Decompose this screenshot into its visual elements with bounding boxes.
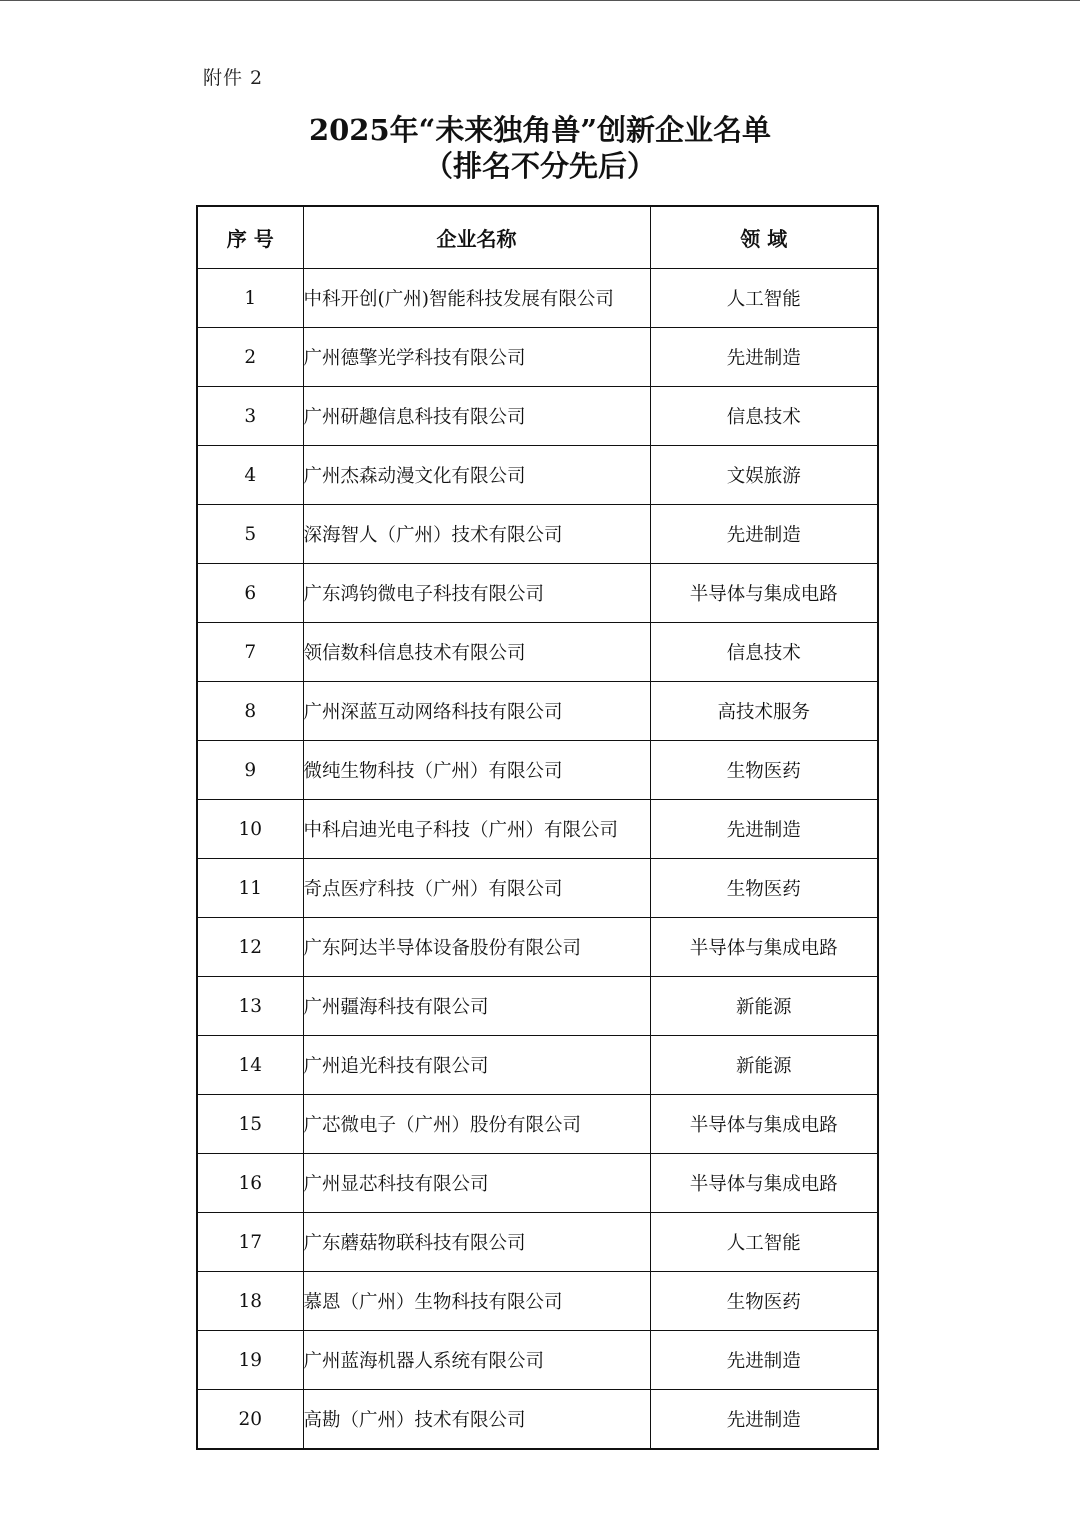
enterprise-name-cell: 广芯微电子（广州）股份有限公司: [303, 1095, 650, 1154]
table-row: [197, 1095, 878, 1154]
header-serial-number: 序 号: [197, 206, 303, 269]
field-cell: 人工智能: [650, 269, 878, 328]
serial-number-cell: 4: [197, 446, 303, 505]
title-line-2: （排名不分先后）: [423, 149, 656, 183]
field-cell: 半导体与集成电路: [650, 564, 878, 623]
serial-number-cell: 15: [197, 1095, 303, 1154]
field-cell: 人工智能: [650, 1213, 878, 1272]
enterprise-name-cell: 中科开创(广州)智能科技发展有限公司: [303, 269, 650, 328]
serial-number-cell: 1: [197, 269, 303, 328]
table-row: [197, 328, 878, 387]
serial-number-cell: 20: [197, 1390, 303, 1450]
table-row: [197, 682, 878, 741]
table-body: [197, 269, 878, 1450]
table-row: [197, 1331, 878, 1390]
field-cell: 先进制造: [650, 505, 878, 564]
header-field: 领 域: [650, 206, 878, 269]
table-row: [197, 1036, 878, 1095]
enterprise-name-cell: 广州研趣信息科技有限公司: [303, 387, 650, 446]
enterprise-name-cell: 广州蓝海机器人系统有限公司: [303, 1331, 650, 1390]
serial-number-cell: 6: [197, 564, 303, 623]
field-cell: 半导体与集成电路: [650, 1154, 878, 1213]
enterprise-table: [196, 205, 879, 1450]
serial-number-cell: 17: [197, 1213, 303, 1272]
serial-number-cell: 19: [197, 1331, 303, 1390]
field-cell: 生物医药: [650, 741, 878, 800]
enterprise-name-cell: 广州显芯科技有限公司: [303, 1154, 650, 1213]
enterprise-name-cell: 慕恩（广州）生物科技有限公司: [303, 1272, 650, 1331]
document-title: [0, 112, 1080, 184]
serial-number-cell: 16: [197, 1154, 303, 1213]
attachment-label: 附件 2: [203, 67, 264, 89]
table-row: [197, 977, 878, 1036]
field-cell: 新能源: [650, 977, 878, 1036]
serial-number-cell: 2: [197, 328, 303, 387]
serial-number-cell: 14: [197, 1036, 303, 1095]
field-cell: 先进制造: [650, 328, 878, 387]
enterprise-name-cell: 微纯生物科技（广州）有限公司: [303, 741, 650, 800]
table-row: [197, 1154, 878, 1213]
serial-number-cell: 11: [197, 859, 303, 918]
table-row: [197, 1390, 878, 1450]
enterprise-name-cell: 广东蘑菇物联科技有限公司: [303, 1213, 650, 1272]
serial-number-cell: 9: [197, 741, 303, 800]
field-cell: 半导体与集成电路: [650, 1095, 878, 1154]
table-row: [197, 505, 878, 564]
enterprise-name-cell: 中科启迪光电子科技（广州）有限公司: [303, 800, 650, 859]
serial-number-cell: 5: [197, 505, 303, 564]
serial-number-cell: 12: [197, 918, 303, 977]
table-row: [197, 1272, 878, 1331]
serial-number-cell: 3: [197, 387, 303, 446]
table-row: [197, 918, 878, 977]
table-row: [197, 1213, 878, 1272]
enterprise-name-cell: 深海智人（广州）技术有限公司: [303, 505, 650, 564]
enterprise-name-cell: 广州疆海科技有限公司: [303, 977, 650, 1036]
field-cell: 信息技术: [650, 387, 878, 446]
table-row: [197, 800, 878, 859]
table-row: [197, 269, 878, 328]
table-row: [197, 741, 878, 800]
title-line-1: 2025年“未来独角兽”创新企业名单: [308, 113, 772, 147]
enterprise-name-cell: 广州追光科技有限公司: [303, 1036, 650, 1095]
serial-number-cell: 7: [197, 623, 303, 682]
field-cell: 信息技术: [650, 623, 878, 682]
table-row: [197, 387, 878, 446]
field-cell: 先进制造: [650, 1331, 878, 1390]
table-row: [197, 564, 878, 623]
enterprise-name-cell: 广州德擎光学科技有限公司: [303, 328, 650, 387]
table-row: [197, 623, 878, 682]
enterprise-name-cell: 高勘（广州）技术有限公司: [303, 1390, 650, 1450]
enterprise-name-cell: 广州深蓝互动网络科技有限公司: [303, 682, 650, 741]
field-cell: 生物医药: [650, 859, 878, 918]
field-cell: 新能源: [650, 1036, 878, 1095]
field-cell: 半导体与集成电路: [650, 918, 878, 977]
enterprise-name-cell: 领信数科信息技术有限公司: [303, 623, 650, 682]
field-cell: 先进制造: [650, 800, 878, 859]
enterprise-name-cell: 奇点医疗科技（广州）有限公司: [303, 859, 650, 918]
field-cell: 高技术服务: [650, 682, 878, 741]
table-header-row: [197, 206, 878, 269]
top-border-line: [0, 0, 1080, 1]
enterprise-name-cell: 广东阿达半导体设备股份有限公司: [303, 918, 650, 977]
serial-number-cell: 8: [197, 682, 303, 741]
enterprise-name-cell: 广东鸿钧微电子科技有限公司: [303, 564, 650, 623]
enterprise-name-cell: 广州杰森动漫文化有限公司: [303, 446, 650, 505]
table-row: [197, 446, 878, 505]
serial-number-cell: 18: [197, 1272, 303, 1331]
header-enterprise-name: 企业名称: [303, 206, 650, 269]
field-cell: 先进制造: [650, 1390, 878, 1450]
table-row: [197, 859, 878, 918]
serial-number-cell: 13: [197, 977, 303, 1036]
field-cell: 文娱旅游: [650, 446, 878, 505]
field-cell: 生物医药: [650, 1272, 878, 1331]
serial-number-cell: 10: [197, 800, 303, 859]
